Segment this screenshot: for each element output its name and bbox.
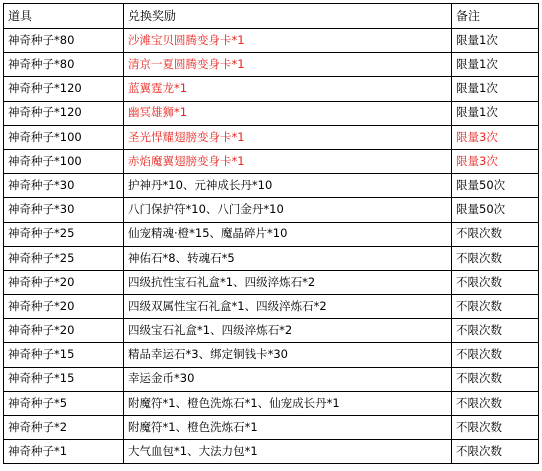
cell-item: 神奇种子*25	[4, 222, 124, 246]
cell-note: 限量1次	[452, 77, 539, 101]
cell-reward: 四级抗性宝石礼盒*1、四级淬炼石*2	[124, 270, 452, 294]
cell-note: 不限次数	[452, 295, 539, 319]
cell-reward: 四级双属性宝石礼盒*1、四级淬炼石*2	[124, 295, 452, 319]
table-row	[4, 149, 539, 173]
cell-reward: 附魔符*1、橙色洗炼石*1	[124, 416, 452, 440]
cell-reward: 沙滩宝贝圆腾变身卡*1	[124, 29, 452, 53]
cell-reward: 蓝翼霆龙*1	[124, 77, 452, 101]
cell-note: 不限次数	[452, 391, 539, 415]
header-reward: 兑换奖励	[124, 4, 452, 29]
table-row	[4, 319, 539, 343]
table-row	[4, 222, 539, 246]
cell-reward: 护神丹*10、元神成长丹*10	[124, 174, 452, 198]
cell-note: 限量1次	[452, 53, 539, 77]
cell-note: 不限次数	[452, 416, 539, 440]
cell-item: 神奇种子*120	[4, 101, 124, 125]
table-row	[4, 270, 539, 294]
cell-note: 不限次数	[452, 440, 539, 464]
cell-item: 神奇种子*80	[4, 29, 124, 53]
table-row	[4, 295, 539, 319]
cell-note: 不限次数	[452, 222, 539, 246]
cell-item: 神奇种子*20	[4, 319, 124, 343]
table-header-row	[4, 4, 539, 29]
cell-item: 神奇种子*20	[4, 295, 124, 319]
cell-item: 神奇种子*30	[4, 174, 124, 198]
cell-note: 不限次数	[452, 246, 539, 270]
cell-reward: 附魔符*1、橙色洗炼石*1、仙宠成长丹*1	[124, 391, 452, 415]
cell-reward: 幸运金币*30	[124, 367, 452, 391]
table-body	[4, 29, 539, 464]
cell-reward: 仙宠精魂·橙*15、魔晶碎片*10	[124, 222, 452, 246]
cell-item: 神奇种子*1	[4, 440, 124, 464]
cell-item: 神奇种子*100	[4, 125, 124, 149]
cell-reward: 神佑石*8、转魂石*5	[124, 246, 452, 270]
cell-note: 限量1次	[452, 101, 539, 125]
cell-note: 限量50次	[452, 198, 539, 222]
cell-item: 神奇种子*2	[4, 416, 124, 440]
cell-note: 限量1次	[452, 29, 539, 53]
table-row	[4, 29, 539, 53]
cell-item: 神奇种子*30	[4, 198, 124, 222]
cell-item: 神奇种子*25	[4, 246, 124, 270]
header-item: 道具	[4, 4, 124, 29]
table-row	[4, 391, 539, 415]
table-row	[4, 77, 539, 101]
table-row	[4, 367, 539, 391]
cell-item: 神奇种子*5	[4, 391, 124, 415]
reward-exchange-table	[3, 3, 539, 464]
cell-reward: 清京一夏圆腾变身卡*1	[124, 53, 452, 77]
cell-item: 神奇种子*100	[4, 149, 124, 173]
cell-note: 限量50次	[452, 174, 539, 198]
cell-reward: 四级宝石礼盒*1、四级淬炼石*2	[124, 319, 452, 343]
cell-reward: 精品幸运石*3、绑定铜钱卡*30	[124, 343, 452, 367]
cell-reward: 圣光悍耀翅膀变身卡*1	[124, 125, 452, 149]
cell-item: 神奇种子*15	[4, 367, 124, 391]
cell-note: 不限次数	[452, 319, 539, 343]
table-row	[4, 343, 539, 367]
table-row	[4, 246, 539, 270]
cell-item: 神奇种子*80	[4, 53, 124, 77]
cell-reward: 大气血包*1、大法力包*1	[124, 440, 452, 464]
table-row	[4, 174, 539, 198]
cell-item: 神奇种子*20	[4, 270, 124, 294]
header-note: 备注	[452, 4, 539, 29]
cell-item: 神奇种子*15	[4, 343, 124, 367]
table-row	[4, 125, 539, 149]
table-row	[4, 53, 539, 77]
cell-reward: 八门保护符*10、八门金丹*10	[124, 198, 452, 222]
cell-note: 不限次数	[452, 367, 539, 391]
cell-reward: 赤焰魔翼翅膀变身卡*1	[124, 149, 452, 173]
cell-note: 不限次数	[452, 270, 539, 294]
table-row	[4, 198, 539, 222]
table-row	[4, 440, 539, 464]
cell-note: 限量3次	[452, 125, 539, 149]
table-row	[4, 101, 539, 125]
table-row	[4, 416, 539, 440]
cell-note: 不限次数	[452, 343, 539, 367]
cell-reward: 幽冥雄狮*1	[124, 101, 452, 125]
cell-item: 神奇种子*120	[4, 77, 124, 101]
cell-note: 限量3次	[452, 149, 539, 173]
